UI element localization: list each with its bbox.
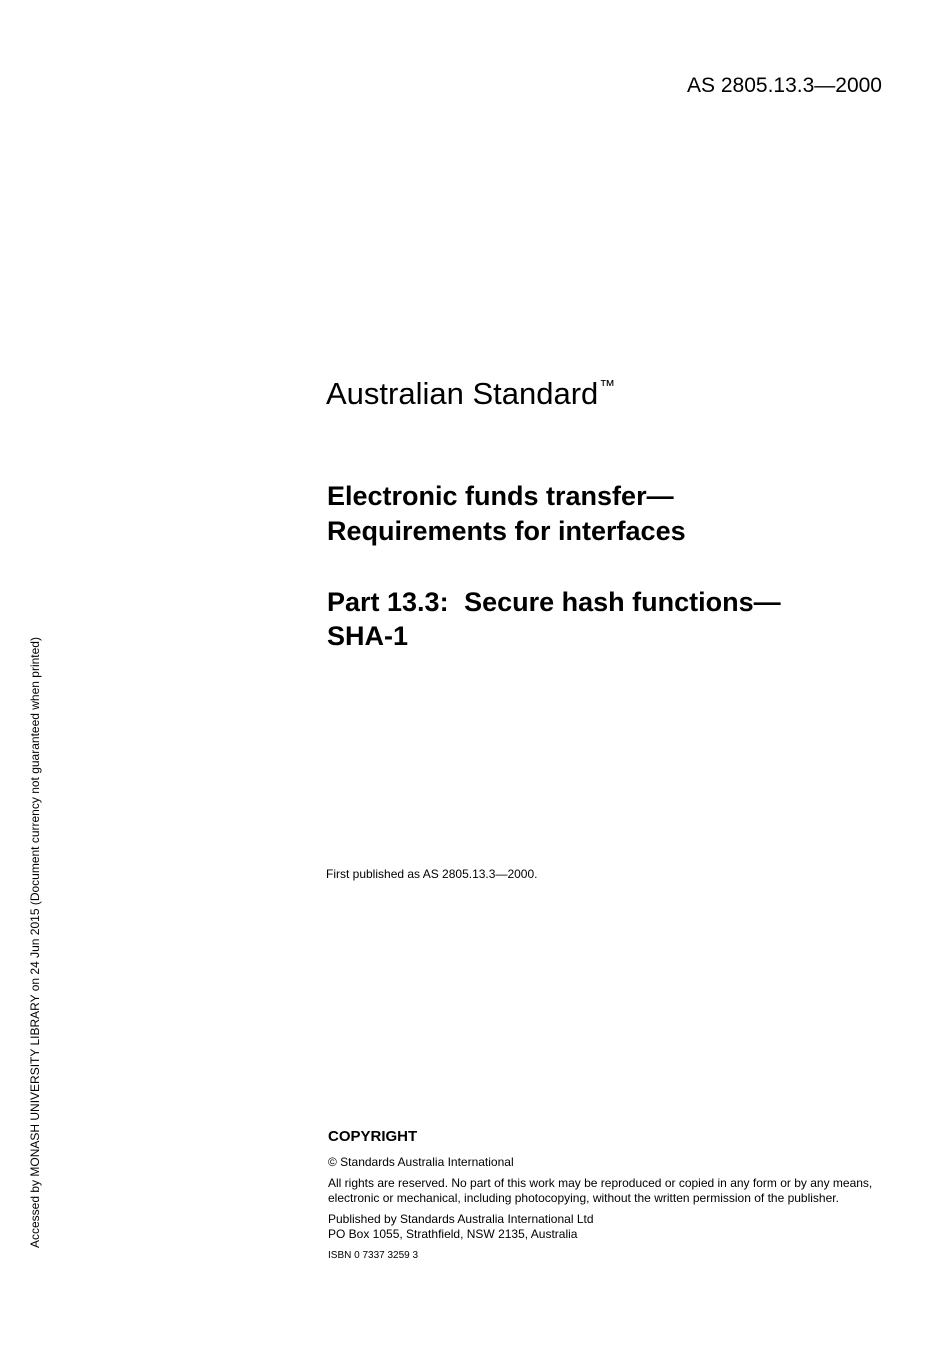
document-number: AS 2805.13.3—2000: [687, 74, 882, 97]
rights-line-2: electronic or mechanical, including photocopying, without the written permission of the publisher.: [328, 1191, 839, 1205]
part-title-line-2: SHA-1: [327, 621, 409, 651]
first-published-note: First published as AS 2805.13.3—2000.: [326, 867, 538, 881]
trademark-symbol: ™: [599, 378, 616, 395]
brand-heading: [326, 376, 615, 412]
publisher-line-2: PO Box 1055, Strathfield, NSW 2135, Australia: [328, 1227, 578, 1241]
rights-statement: [328, 1176, 898, 1206]
part-label: Part 13.3:: [327, 587, 449, 617]
part-name: Secure hash functions—: [464, 587, 781, 617]
title-line-1: Electronic funds transfer—: [327, 481, 674, 511]
publisher-line-1: Published by Standards Australia International Ltd: [328, 1212, 594, 1226]
part-title: [327, 585, 887, 653]
rights-line-1: All rights are reserved. No part of this work may be reproduced or copied in any form or by any means,: [328, 1176, 873, 1190]
copyright-owner: © Standards Australia International: [328, 1155, 514, 1169]
copyright-heading: COPYRIGHT: [328, 1128, 418, 1145]
copyright-block: [328, 1128, 898, 1261]
access-watermark: Accessed by MONASH UNIVERSITY LIBRARY on 24 Jun 2015 (Document currency not guaranteed when printed): [28, 637, 42, 1248]
part-title-line-1: [327, 585, 887, 619]
isbn: ISBN 0 7337 3259 3: [328, 1250, 419, 1261]
brand-name: Australian Standard: [326, 376, 599, 411]
title-line-2: Requirements for interfaces: [327, 516, 686, 546]
publisher-info: [328, 1212, 898, 1242]
document-title: [327, 479, 887, 549]
